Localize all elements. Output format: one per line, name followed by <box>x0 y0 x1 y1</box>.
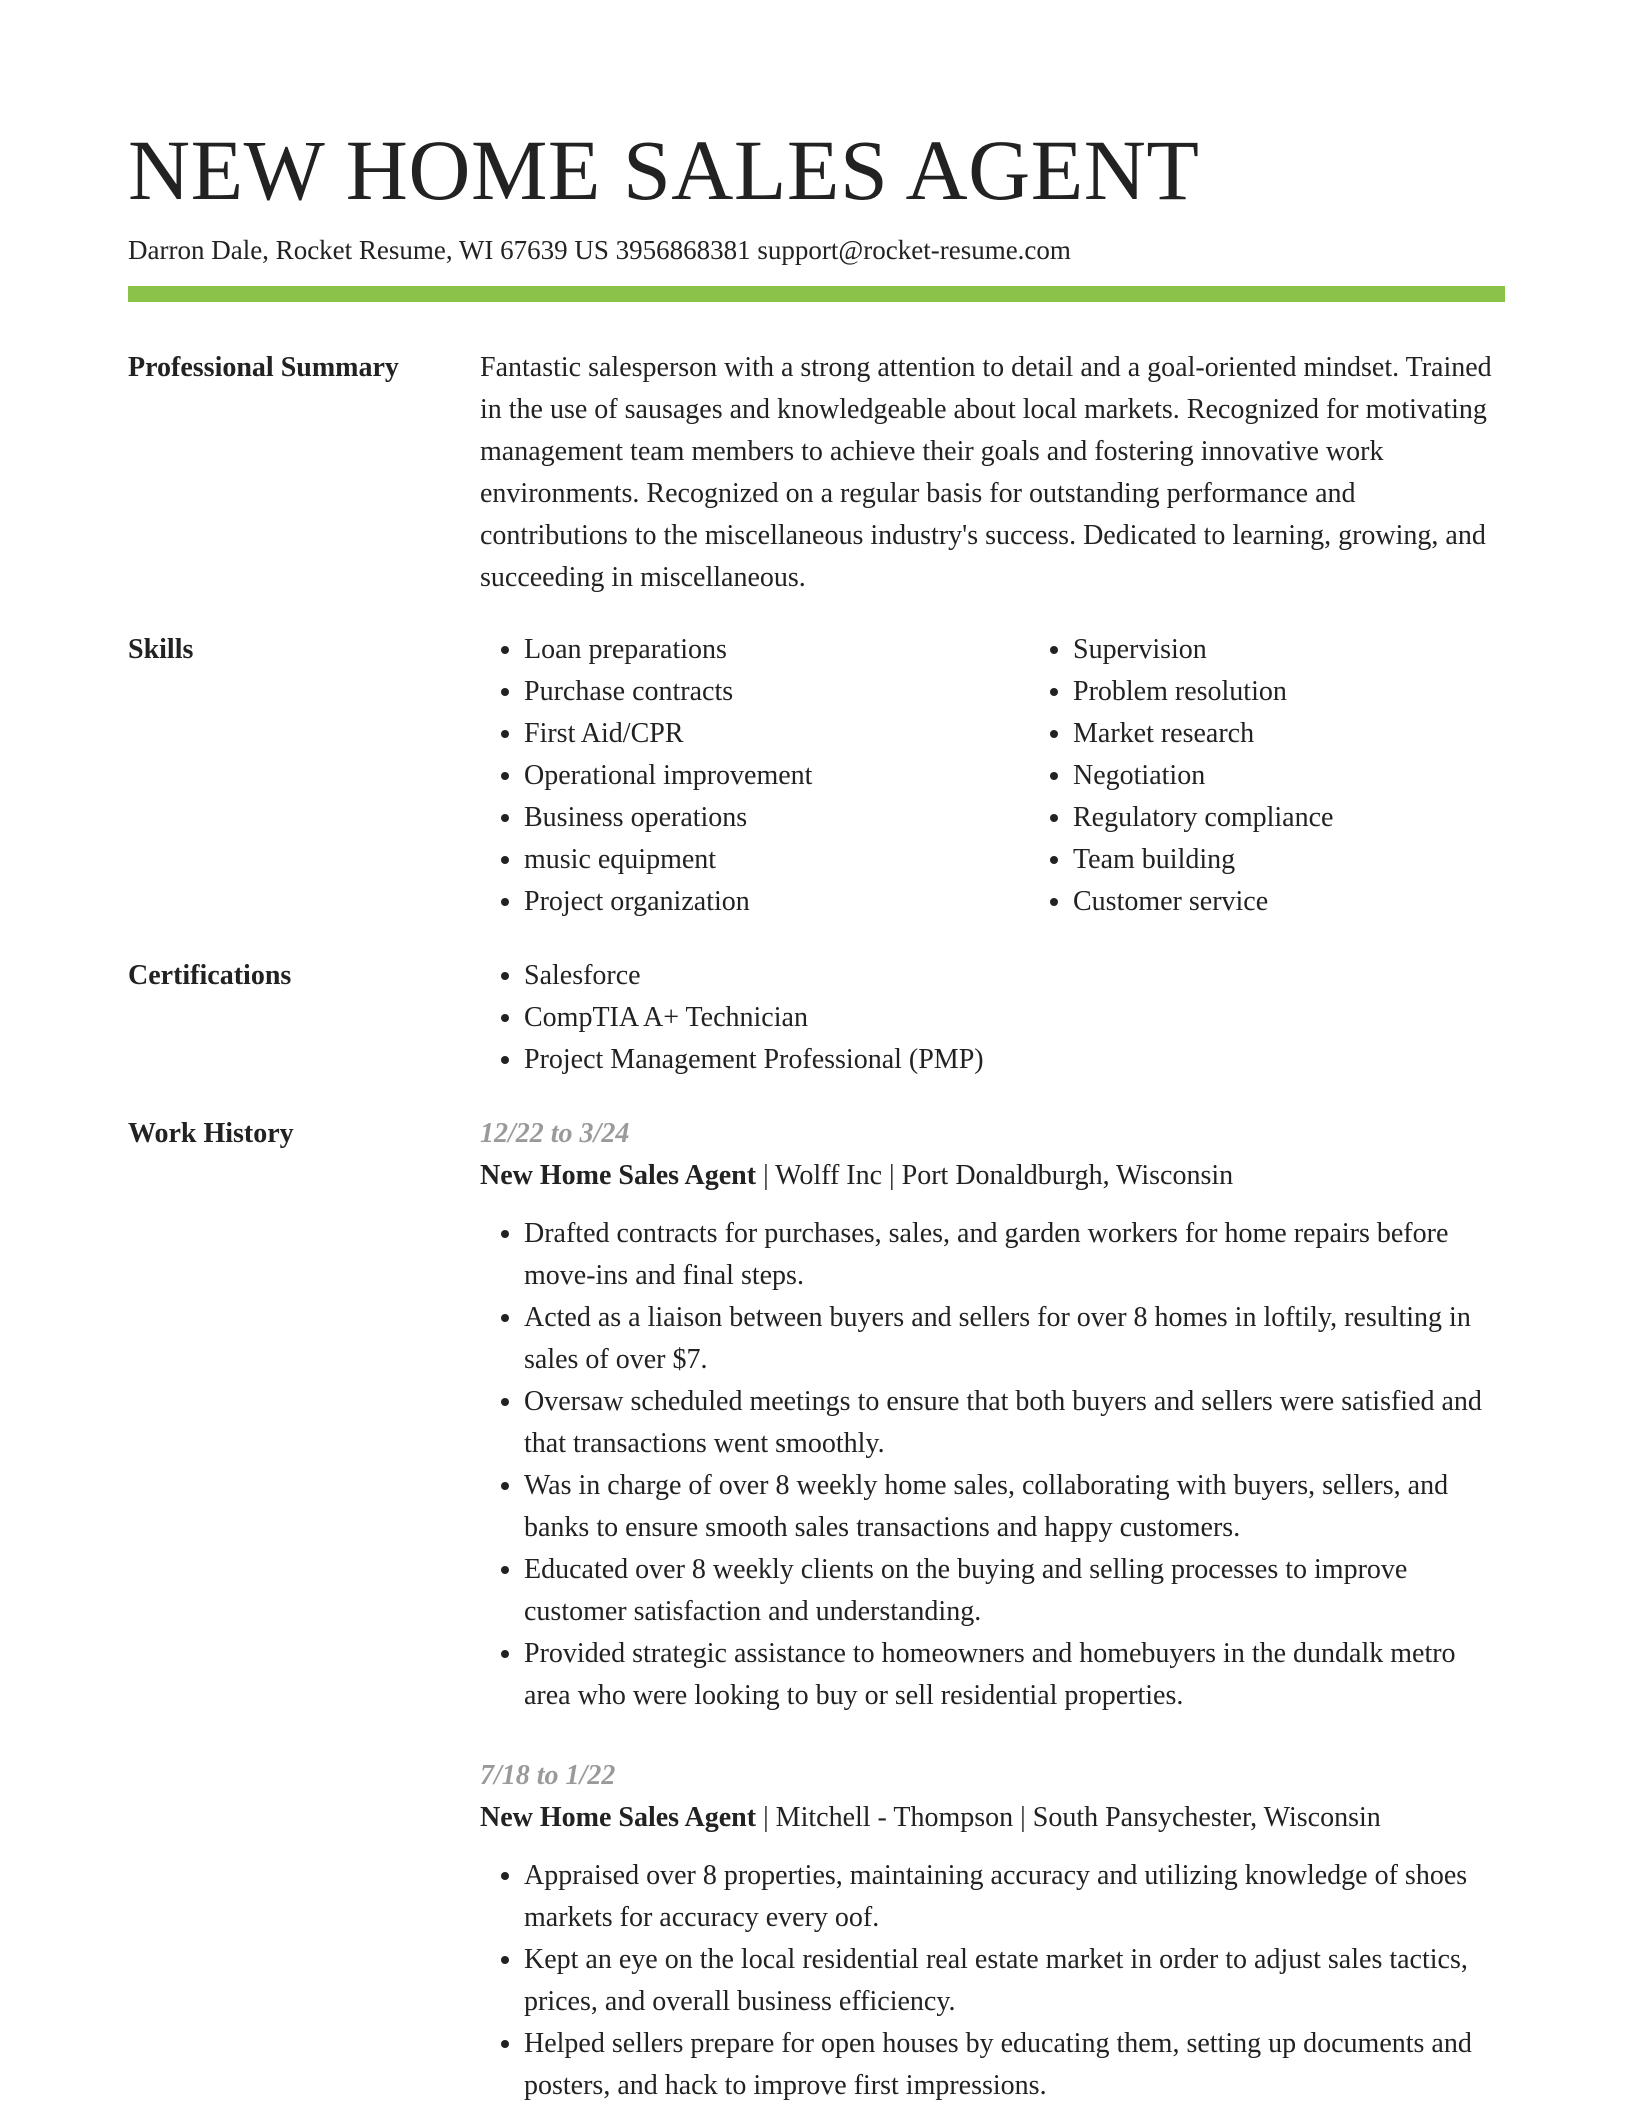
skill-item: • Team building <box>1073 839 1533 881</box>
skill-item: • Operational improvement <box>524 755 984 797</box>
section-label-skills: Skills <box>128 634 194 665</box>
skill-item: • Market research <box>1073 713 1533 755</box>
section-label-summary: Professional Summary <box>128 352 399 383</box>
skill-item: • Customer service <box>1073 881 1533 923</box>
job-bullet: • Helped sellers prepare for open houses by educating them, setting up documents and posters, and hack to improve first impressions. <box>524 2023 1505 2107</box>
section-label-work-history: Work History <box>128 1118 294 1149</box>
skill-item: • Project organization <box>524 881 984 923</box>
certification-item: • Project Management Professional (PMP) <box>524 1039 1505 1081</box>
skill-item: • First Aid/CPR <box>524 713 984 755</box>
job-bullets <box>480 1855 1505 2107</box>
certifications-body <box>480 955 1505 1081</box>
skill-item: • Purchase contracts <box>524 671 984 713</box>
job-heading <box>480 1797 1505 1839</box>
skills-list-right <box>1029 629 1533 923</box>
skill-item: • Problem resolution <box>1073 671 1533 713</box>
job-bullet: • Was in charge of over 8 weekly home sales, collaborating with buyers, sellers, and banks to ensure smooth sales transactions and happy customers. <box>524 1465 1505 1549</box>
skill-item: • music equipment <box>524 839 984 881</box>
job-dates: 7/18 to 1/22 <box>480 1760 616 1791</box>
job-heading <box>480 1155 1505 1197</box>
skills-body <box>480 629 1505 923</box>
job-dates: 12/22 to 3/24 <box>480 1118 630 1149</box>
work-history-body <box>480 1113 1505 2107</box>
skill-item: • Regulatory compliance <box>1073 797 1533 839</box>
summary-text: Fantastic salesperson with a strong attention to detail and a goal-oriented mindset. Trained in the use of sausages and knowledgeable about local markets. Recognized for motivating management team members to achieve their goals and fostering innovative work environments. Recognized on a regular basis for outstanding performance and contributions to the miscellaneous industry's success. Dedicated to learning, growing, and succeeding in miscellaneous. <box>480 352 1492 593</box>
job-bullet: • Provided strategic assistance to homeowners and homebuyers in the dundalk metro area who were looking to buy or sell residential properties. <box>524 1633 1505 1717</box>
job-bullet: • Appraised over 8 properties, maintaining accuracy and utilizing knowledge of shoes markets for accuracy every oof. <box>524 1855 1505 1939</box>
skill-item: • Supervision <box>1073 629 1533 671</box>
skill-item: • Loan preparations <box>524 629 984 671</box>
certification-item: • CompTIA A+ Technician <box>524 997 1505 1039</box>
certifications-list <box>480 955 1505 1081</box>
contact-info: Darron Dale, Rocket Resume, WI 67639 US 3956868381 support@rocket-resume.com <box>128 235 1071 265</box>
skill-item: • Business operations <box>524 797 984 839</box>
job-entry <box>480 1113 1505 1717</box>
skill-item: • Negotiation <box>1073 755 1533 797</box>
job-title: New Home Sales Agent <box>480 1802 757 1833</box>
job-bullet: • Educated over 8 weekly clients on the buying and selling processes to improve customer satisfaction and understanding. <box>524 1549 1505 1633</box>
header-divider <box>128 286 1505 302</box>
certification-item: • Salesforce <box>524 955 1505 997</box>
job-bullet: • Oversaw scheduled meetings to ensure that both buyers and sellers were satisfied and that transactions went smoothly. <box>524 1381 1505 1465</box>
job-details: | Wolff Inc | Port Donaldburgh, Wisconsin <box>756 1160 1234 1191</box>
summary-body <box>480 347 1505 599</box>
job-title: New Home Sales Agent <box>480 1160 757 1191</box>
skills-list-left <box>480 629 984 923</box>
page-title: NEW HOME SALES AGENT <box>128 122 1200 218</box>
section-label-certifications: Certifications <box>128 960 292 991</box>
job-bullet: • Kept an eye on the local residential real estate market in order to adjust sales tactics, prices, and overall business efficiency. <box>524 1939 1505 2023</box>
job-entry <box>480 1755 1505 2107</box>
job-bullet: • Acted as a liaison between buyers and sellers for over 8 homes in loftily, resulting in sales of over $7. <box>524 1297 1505 1381</box>
job-bullet: • Drafted contracts for purchases, sales, and garden workers for home repairs before move-ins and final steps. <box>524 1213 1505 1297</box>
job-details: | Mitchell - Thompson | South Pansychester, Wisconsin <box>756 1802 1381 1833</box>
job-bullets <box>480 1213 1505 1717</box>
